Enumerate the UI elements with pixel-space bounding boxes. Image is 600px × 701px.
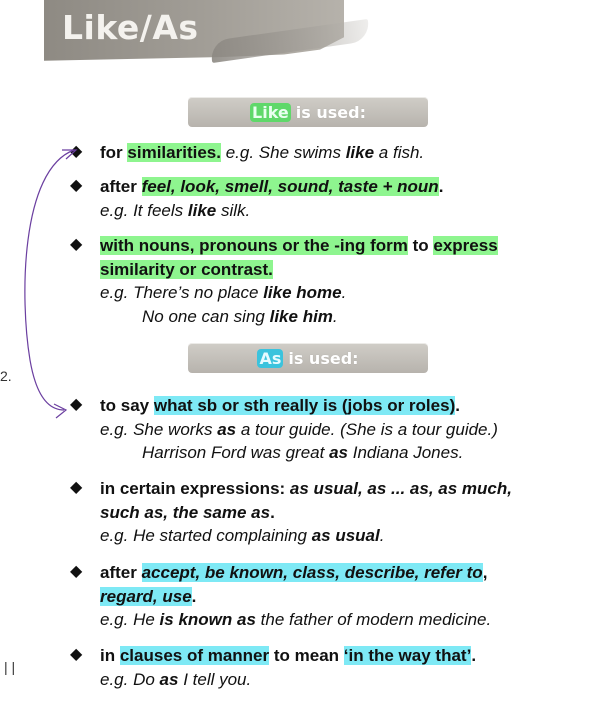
- example-text: e.g. Do: [100, 669, 155, 689]
- rule-text: to: [412, 236, 429, 255]
- rule-punct: ,: [482, 563, 488, 582]
- rule-text: to mean: [273, 646, 340, 665]
- rule-punct: .: [191, 586, 197, 606]
- diamond-bullet-icon: ◆: [70, 396, 83, 413]
- example-text: e.g. She swims: [225, 143, 341, 162]
- example-text: .: [379, 526, 385, 545]
- rule-punct: .: [438, 177, 444, 196]
- example-text: e.g. It feels: [100, 200, 184, 220]
- rule-highlight: express: [433, 236, 498, 255]
- diamond-bullet-icon: ◆: [70, 479, 83, 496]
- rule-punct: .: [455, 396, 460, 415]
- margin-number: 2.: [0, 368, 12, 384]
- diamond-bullet-icon: ◆: [70, 563, 83, 580]
- rule-text: to say: [100, 396, 150, 415]
- example-text: a tour guide. (She is a tour guide.): [240, 419, 498, 439]
- example-text: silk.: [221, 200, 251, 220]
- rule-text: after: [100, 177, 137, 196]
- example-keyword: like: [345, 143, 375, 162]
- example-keyword: is known as: [159, 610, 256, 629]
- diamond-bullet-icon: ◆: [70, 177, 83, 194]
- diamond-bullet-icon: ◆: [70, 646, 83, 663]
- example-text: the father of modern medicine.: [260, 610, 492, 629]
- rule-punct: .: [471, 646, 477, 665]
- example-text: .: [341, 283, 347, 302]
- rule-highlight: ‘in the way that’: [343, 646, 472, 665]
- diamond-bullet-icon: ◆: [70, 143, 83, 160]
- example-text: a fish.: [378, 143, 425, 162]
- rule-highlight: clauses of manner: [119, 646, 270, 665]
- rule-highlight: feel, look, smell, sound, taste + noun: [141, 177, 439, 196]
- example-text: e.g. He started complaining: [100, 526, 307, 545]
- example-text: I tell you.: [183, 669, 252, 689]
- rule-text: in: [100, 646, 116, 665]
- example-keyword: as usual: [311, 526, 380, 545]
- arrowhead-bottom-icon: [54, 404, 66, 418]
- rule-highlight: what sb or sth really is (jobs or roles): [153, 396, 456, 415]
- page-title: Like/As: [62, 8, 199, 47]
- example-text: e.g. There’s no place: [100, 283, 259, 302]
- rule-highlight: accept, be known, class, describe, refer to: [141, 563, 483, 582]
- example-text: e.g. He: [100, 610, 155, 629]
- rule-expressions-list: as usual, as ... as, as much,: [289, 479, 512, 498]
- example-keyword: as: [329, 443, 348, 462]
- like-header-rest: is used:: [295, 102, 366, 122]
- as-keyword: As: [259, 348, 282, 368]
- rule-punct: .: [270, 502, 275, 522]
- curved-arrow-path: [25, 150, 74, 410]
- example-keyword: like home: [263, 283, 342, 302]
- example-text: Indiana Jones.: [352, 443, 464, 462]
- example-text: e.g. She works: [100, 419, 213, 439]
- rule-text: for: [100, 143, 123, 162]
- example-text: Harrison Ford was great: [142, 443, 325, 462]
- rule-highlight: regard, use: [100, 586, 192, 606]
- example-keyword: like him: [269, 306, 333, 326]
- diamond-bullet-icon: ◆: [70, 236, 83, 253]
- margin-bars: | |: [4, 659, 16, 675]
- rule-text: in certain expressions:: [100, 479, 286, 498]
- rule-expressions-list: such as, the same as: [100, 502, 271, 522]
- rule-text: after: [100, 563, 137, 582]
- like-keyword: Like: [252, 102, 289, 122]
- example-keyword: as: [159, 669, 179, 689]
- example-text: No one can sing: [142, 306, 265, 326]
- rule-highlight: similarity or contrast.: [100, 259, 273, 279]
- example-keyword: like: [187, 200, 217, 220]
- as-header-rest: is used:: [288, 348, 359, 368]
- rule-highlight: with nouns, pronouns or the -ing form: [100, 236, 408, 255]
- example-keyword: as: [217, 419, 237, 439]
- rule-highlight: similarities.: [127, 143, 221, 162]
- example-text: .: [332, 306, 338, 326]
